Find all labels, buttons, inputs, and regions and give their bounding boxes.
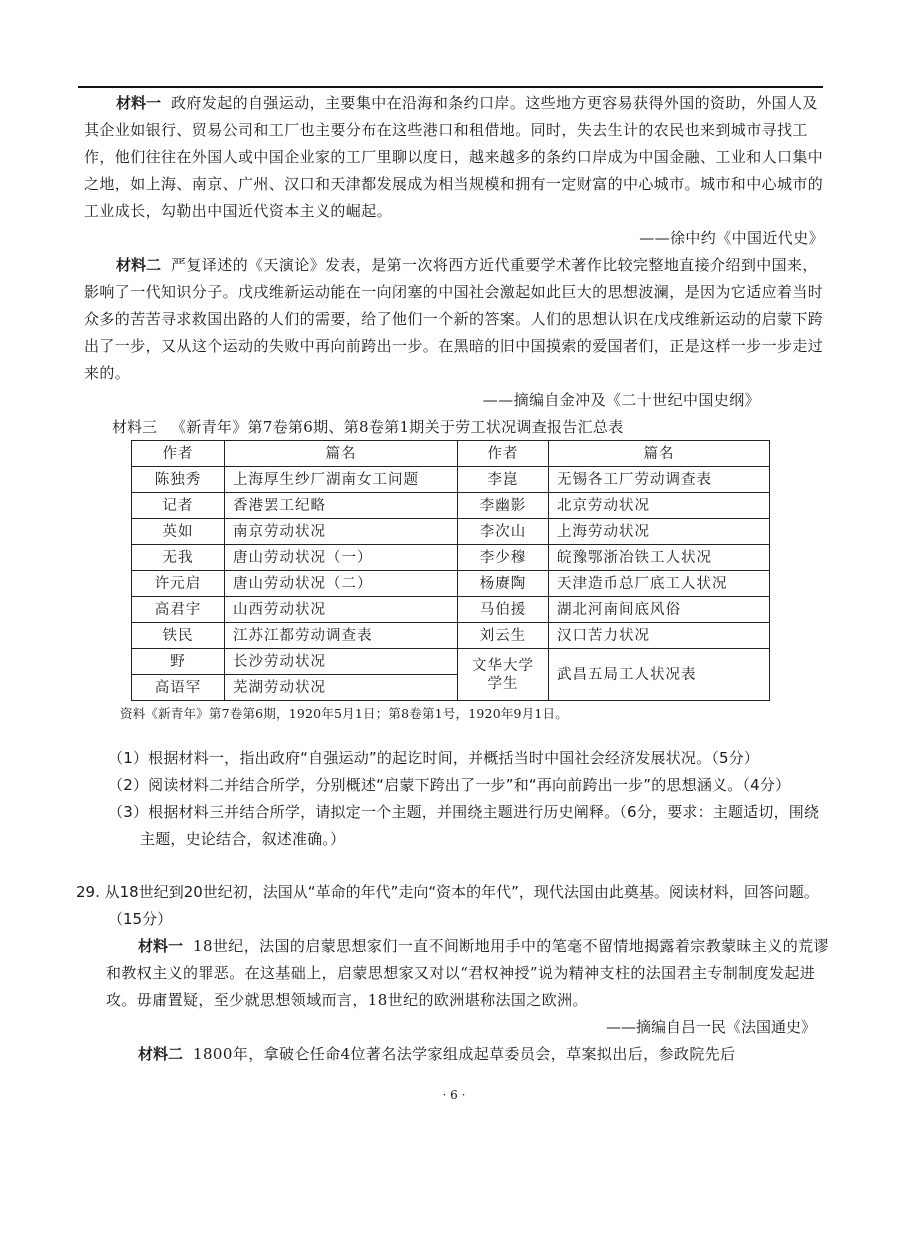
question-29 <box>76 879 830 1068</box>
author-cell: 野 <box>132 649 225 675</box>
table-source-note: 资料《新青年》第7卷第6期，1920年5月1日；第8卷第1号，1920年9月1日。 <box>120 706 568 721</box>
material-source: ——徐中约《中国近代史》 <box>639 229 824 247</box>
q28-questions <box>108 745 828 853</box>
author-cell: 无我 <box>132 545 225 571</box>
author-cell: 许元启 <box>132 571 225 597</box>
title-cell: 香港罢工纪略 <box>225 493 458 519</box>
title-cell: 上海厚生纱厂湖南女工问题 <box>225 467 458 493</box>
sub-question-3: （3）根据材料三并结合所学，请拟定一个主题，并围绕主题进行历史阐释。（6分，要求：主题适切，围绕主题，史论结合，叙述准确。） <box>108 803 820 848</box>
q29-material-2 <box>106 1041 830 1068</box>
title-cell: 唐山劳动状况（二） <box>225 571 458 597</box>
column-header: 篇名 <box>225 441 458 467</box>
title-cell: 山西劳动状况 <box>225 597 458 623</box>
title-cell: 汉口苦力状况 <box>549 623 770 649</box>
merged-author-cell <box>458 649 549 701</box>
material-source: ——摘编自吕一民《法国通史》 <box>605 1018 816 1036</box>
column-header: 作者 <box>132 441 225 467</box>
sub-question-2: （2）阅读材料二并结合所学，分别概述“启蒙下跨出了一步”和“再向前跨出一步”的思想涵义。（4分） <box>108 776 791 794</box>
author-cell: 马伯援 <box>458 597 549 623</box>
q28-material-1 <box>84 90 824 252</box>
title-cell: 湖北河南间底风俗 <box>549 597 770 623</box>
material-source: ——摘编自金冲及《二十世纪中国史纲》 <box>482 391 760 409</box>
table-row <box>132 519 770 545</box>
material-label: 材料二 <box>138 1045 184 1063</box>
table-header-row <box>132 441 770 467</box>
material-label: 材料一 <box>116 94 162 112</box>
author-cell: 高语罕 <box>132 675 225 701</box>
title-cell: 唐山劳动状况（一） <box>225 545 458 571</box>
author-cell: 李崑 <box>458 467 549 493</box>
table-row <box>132 467 770 493</box>
author-cell: 李幽影 <box>458 493 549 519</box>
title-cell: 芜湖劳动状况 <box>225 675 458 701</box>
title-cell: 皖豫鄂浙冶铁工人状况 <box>549 545 770 571</box>
table-row <box>132 493 770 519</box>
author-line: 学生 <box>487 675 519 692</box>
material-text: 政府发起的自强运动，主要集中在沿海和条约口岸。这些地方更容易获得外国的资助，外国人及其企业如银行、贸易公司和工厂也主要分布在这些港口和租借地。同时，失去生计的农民也来到城市寻找工作，他们往往在外国人或中国企业家的工厂里聊以度日，越来越多的条约口岸成为中国金融、工业和人口集中之地，如上海、南京、广州、汉口和天津都发展成为相当规模和拥有一定财富的中心城市。城市和中心城市的工业成长，勾勒出中国近代资本主义的崛起。 <box>84 94 824 220</box>
page-number: · 6 · <box>442 1088 466 1102</box>
table-row <box>132 571 770 597</box>
title-cell: 天津造币总厂底工人状况 <box>549 571 770 597</box>
author-cell: 铁民 <box>132 623 225 649</box>
author-cell: 记者 <box>132 493 225 519</box>
author-cell: 刘云生 <box>458 623 549 649</box>
material-label: 材料一 <box>138 937 184 955</box>
merged-title-cell: 武昌五局工人状况表 <box>549 649 770 701</box>
author-cell: 杨赓陶 <box>458 571 549 597</box>
author-cell: 英如 <box>132 519 225 545</box>
table-caption: 《新青年》第7卷第6期、第8卷第1期关于劳工状况调查报告汇总表 <box>171 418 624 436</box>
question-stem: 29. 从18世纪到20世纪初，法国从“革命的年代”走向“资本的年代”，现代法国由此奠基。阅读材料，回答问题。（15分） <box>76 883 819 928</box>
title-cell: 江苏江都劳动调查表 <box>225 623 458 649</box>
table-row <box>132 597 770 623</box>
title-cell: 南京劳动状况 <box>225 519 458 545</box>
q28-material-2 <box>84 252 824 414</box>
table-row <box>132 545 770 571</box>
title-cell: 北京劳动状况 <box>549 493 770 519</box>
author-cell: 李少穆 <box>458 545 549 571</box>
labor-survey-table <box>131 440 770 701</box>
author-cell: 高君宇 <box>132 597 225 623</box>
sub-question-1: （1）根据材料一，指出政府“自强运动”的起讫时间，并概括当时中国社会经济发展状况。（5分） <box>108 749 760 767</box>
title-cell: 上海劳动状况 <box>549 519 770 545</box>
title-cell: 无锡各工厂劳动调查表 <box>549 467 770 493</box>
material-label: 材料二 <box>116 256 162 274</box>
title-cell: 长沙劳动状况 <box>225 649 458 675</box>
table-row <box>132 623 770 649</box>
column-header: 篇名 <box>549 441 770 467</box>
material-text: 1800年，拿破仑任命4位著名法学家组成起草委员会，草案拟出后，参政院先后 <box>193 1045 736 1063</box>
q29-material-1 <box>106 933 830 1014</box>
q28-material-3-title <box>112 414 830 440</box>
header-rule <box>78 86 823 88</box>
material-text: 严复译述的《天演论》发表，是第一次将西方近代重要学术著作比较完整地直接介绍到中国来，影响了一代知识分子。戊戌维新运动能在一向闭塞的中国社会激起如此巨大的思想波澜，是因为它适应着当时众多的苦苦寻求救国出路的人们的需要，给了他们一个新的答案。人们的思想认识在戊戌维新运动的启蒙下跨出了一步，又从这个运动的失败中再向前跨出一步。在黑暗的旧中国摸索的爱国者们，正是这样一步一步走过来的。 <box>84 256 824 382</box>
material-text: 18世纪，法国的启蒙思想家们一直不间断地用手中的笔毫不留情地揭露着宗教蒙昧主义的荒谬和教权主义的罪恶。在这基础上，启蒙思想家又对以“君权神授”说为精神支柱的法国君主专制制度发起进攻。毋庸置疑，至少就思想领域而言，18世纪的欧洲堪称法国之欧洲。 <box>106 937 829 1009</box>
material-label: 材料三 <box>112 418 158 436</box>
author-cell: 李次山 <box>458 519 549 545</box>
column-header: 作者 <box>458 441 549 467</box>
table-row <box>132 649 770 675</box>
author-line: 文华大学 <box>472 657 534 674</box>
author-cell: 陈独秀 <box>132 467 225 493</box>
